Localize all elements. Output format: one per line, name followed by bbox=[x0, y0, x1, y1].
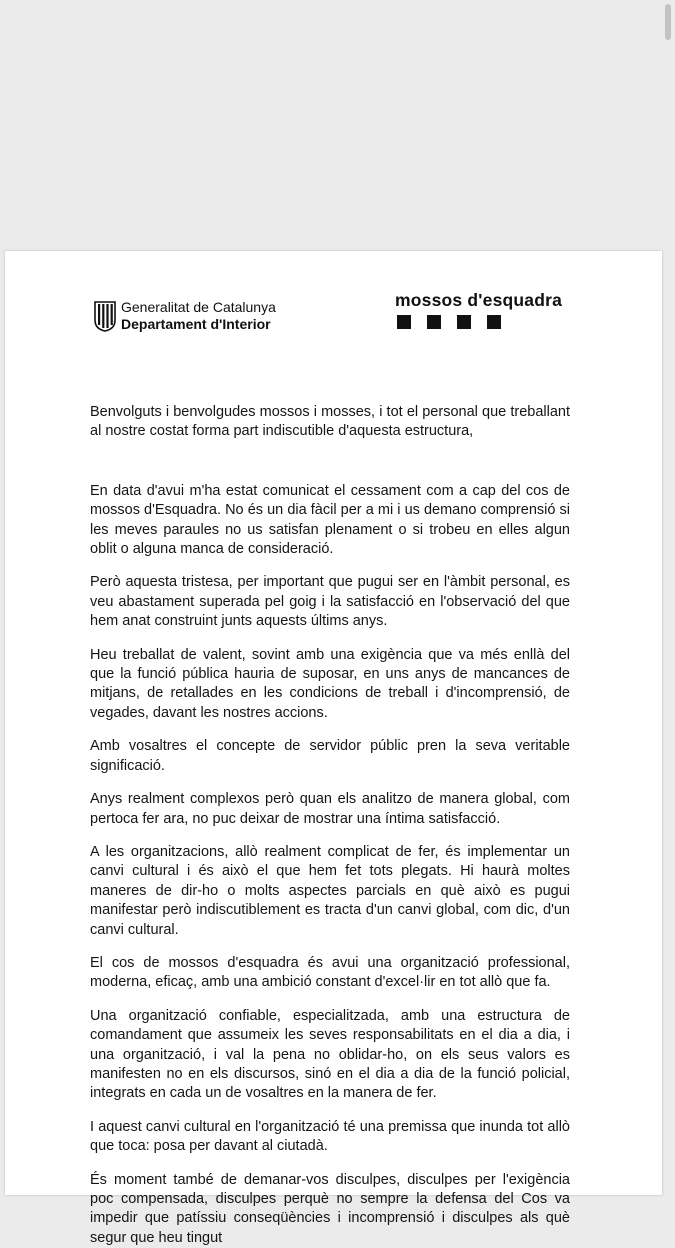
viewer-background bbox=[0, 0, 675, 252]
mossos-logo bbox=[395, 289, 565, 333]
brand-square bbox=[487, 315, 501, 329]
document-page bbox=[5, 251, 662, 1246]
letter-paragraph: Anys realment complexos però quan els analitzo de manera global, com pertoca fer ara, no puc deixar de mostrar una íntima satisfacció. bbox=[90, 791, 570, 827]
brand-square bbox=[457, 315, 471, 329]
department-name: Departament d'Interior bbox=[121, 316, 271, 332]
page-edge bbox=[662, 251, 663, 1195]
letter-paragraph: Una organització confiable, especialitzada, amb una estructura de comandament que assumeix les seves responsabilitats en el dia a dia, i una organització, i val la pena no oblidar-ho, on els seus valors es manifesten no en els discursos, sinó en el dia a dia de la funció policial, integrats en cada un de vosaltres en la manera de fer. bbox=[90, 1007, 570, 1102]
letter-paragraph: Benvolguts i benvolgudes mossos i mosses, i tot el personal que treballant al nostre costat forma part indiscutible d'aquesta estructura, bbox=[90, 404, 570, 440]
brand-square bbox=[427, 315, 441, 329]
generalitat-seal-icon bbox=[94, 300, 116, 332]
letter-paragraph: Però aquesta tristesa, per important que pugui ser en l'àmbit personal, es veu abastament superada pel goig i la satisfacció en l'observació del que hem anat construint junts aquests últims anys. bbox=[90, 574, 570, 630]
brand-name: mossos d'esquadra bbox=[395, 290, 563, 310]
letter-paragraph: I aquest canvi cultural en l'organització té una premissa que inunda tot allò que toca: posa per davant al ciutadà. bbox=[90, 1118, 570, 1155]
letter-body bbox=[90, 401, 570, 1248]
letter-paragraph: El cos de mossos d'esquadra és avui una organització professional, moderna, eficaç, amb una ambició constant d'excel·lir en tot allò que fa. bbox=[90, 954, 570, 991]
letter-paragraph: A les organitzacions, allò realment complicat de fer, és implementar un canvi cultural i és això el que hem fet tots plegats. Hi haurà moltes maneres de dir-ho o molts aspectes parcials en què això es pugui manifestar però indiscutiblement es tracta d'un canvi global, com dic, d'un canvi cultural. bbox=[90, 843, 570, 938]
letter-paragraph: Heu treballat de valent, sovint amb una exigència que va més enllà del que la funció pública hauria de suposar, en uns anys de mancances de mitjans, de retallades en les condicions de treball i d'incomprensió, de vegades, davant les nostres accions. bbox=[90, 646, 570, 721]
letter-paragraph: És moment també de demanar-vos disculpes, disculpes per l'exigència poc compensada, disculpes perquè no sempre la defensa del Cos va impedir que patíssiu conseqüències i incomprensió i disculpes als què segur que heu tingut bbox=[90, 1171, 570, 1246]
letter-paragraph: En data d'avui m'ha estat comunicat el cessament com a cap del cos de mossos d'Esquadra. No és un dia fàcil per a mi i us demano comprensió si les meves paraules no us satisfan plenament o si trobeu en elles algun oblit o alguna manca de consideració. bbox=[90, 482, 570, 558]
org-name: Generalitat de Catalunya bbox=[121, 299, 276, 315]
brand-squares bbox=[397, 315, 517, 329]
brand-square bbox=[397, 315, 411, 329]
letter-paragraph: Amb vosaltres el concepte de servidor públic pren la seva veritable significació. bbox=[90, 738, 570, 774]
scrollbar-thumb[interactable] bbox=[665, 4, 671, 40]
